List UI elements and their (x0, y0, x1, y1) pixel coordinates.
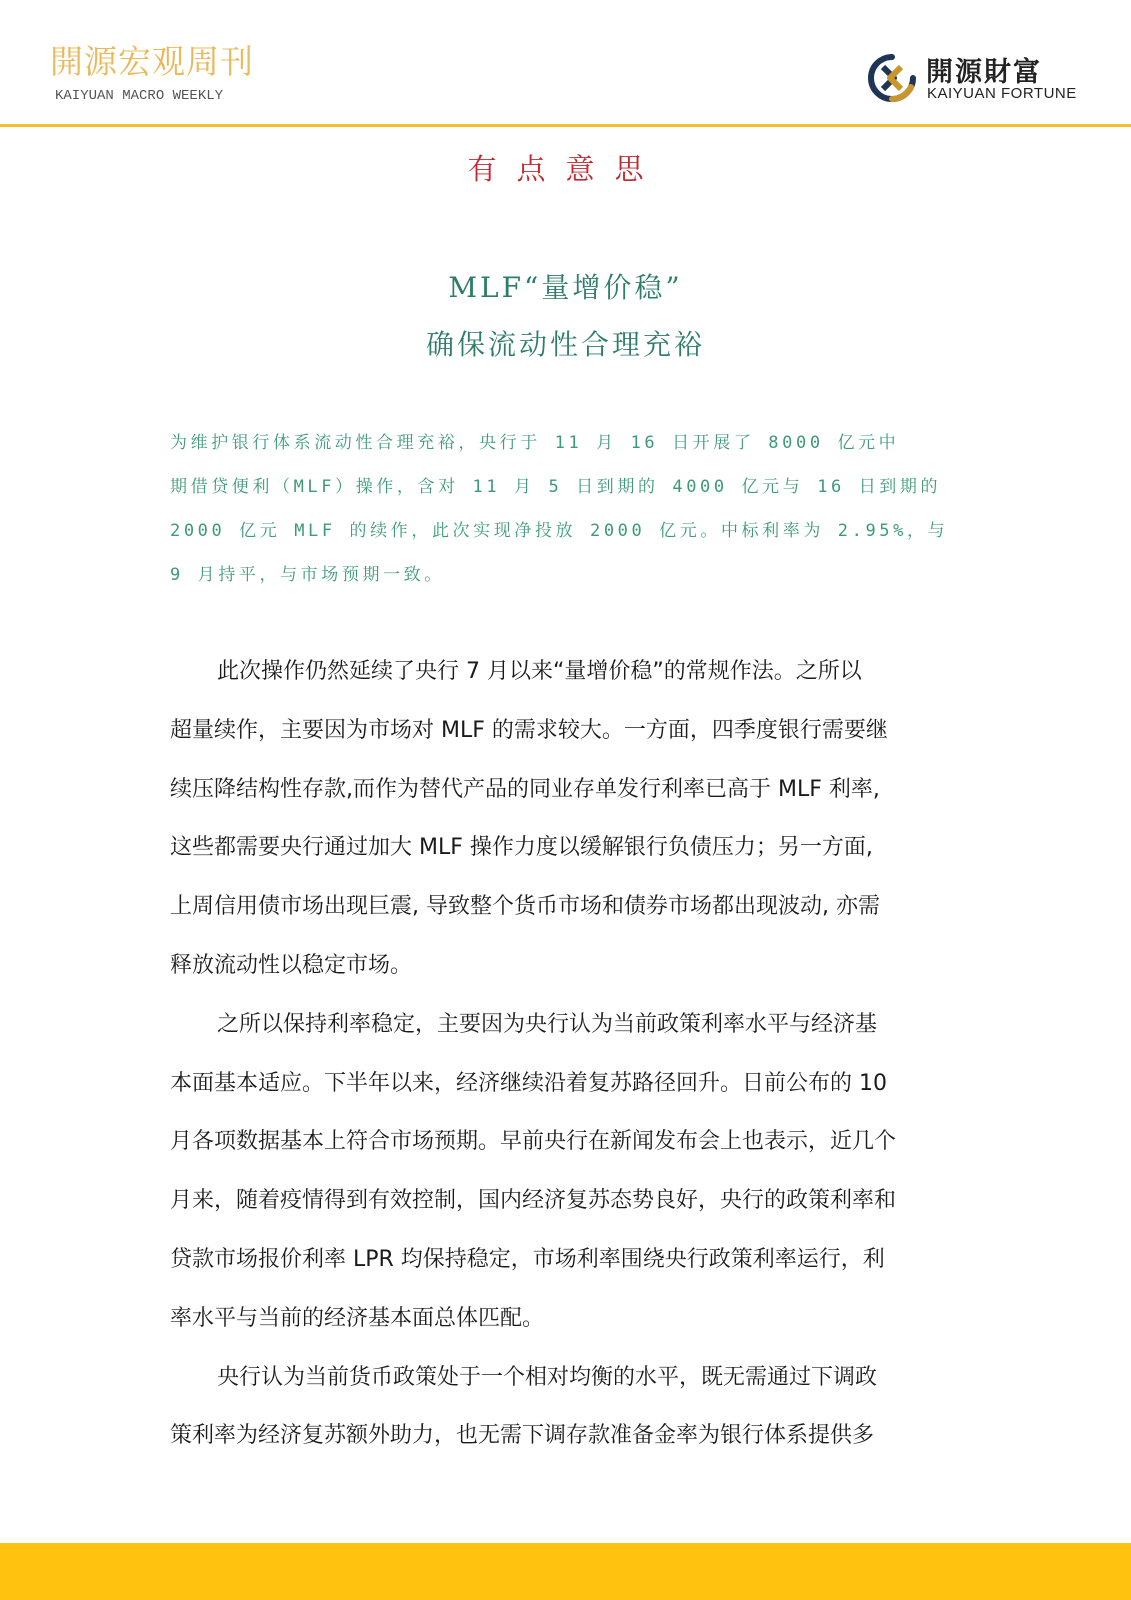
body-line: 月各项数据基本上符合市场预期。早前央行在新闻发布会上也表示，近几个 (170, 1129, 897, 1155)
summary-line: 2000 亿元 MLF 的续作，此次实现净投放 2000 亿元。中标利率为 2.95%，与 (170, 521, 949, 541)
summary-line: 9 月持平，与市场预期一致。 (170, 565, 445, 585)
summary-line: 为维护银行体系流动性合理充裕，央行于 11 月 16 日开展了 8000 亿元中 (170, 433, 900, 453)
summary-line: 期借贷便利（MLF）操作，含对 11 月 5 日到期的 4000 亿元与 16 日到期的 (170, 477, 942, 497)
body-line: 此次操作仍然延续了央行 7 月以来“量增价稳”的常规作法。之所以 (217, 659, 862, 684)
header-divider (0, 124, 1131, 127)
section-label: 有点意思 (467, 152, 664, 186)
body-line: 这些都需要央行通过加大 MLF 操作力度以缓解银行负债压力；另一方面, (170, 835, 873, 861)
article-title-line-1: MLF“量增价稳” (448, 271, 683, 304)
body-line: 续压降结构性存款,而作为替代产品的同业存单发行利率已高于 MLF 利率, (170, 776, 880, 802)
page-header (0, 0, 1131, 126)
body-line: 本面基本适应。下半年以来，经济继续沿着复苏路径回升。日前公布的 10 (170, 1070, 887, 1096)
body-line: 释放流动性以稳定市场。 (170, 952, 413, 978)
publication-subtitle: KAIYUAN MACRO WEEKLY (55, 88, 224, 104)
logo-text-cn: 開源財富 (926, 57, 1042, 88)
article-title-line-2: 确保流动性合理充裕 (425, 328, 705, 361)
body-line: 之所以保持利率稳定，主要因为央行认为当前政策利率水平与经济基 (217, 1011, 878, 1037)
logo-text-en: KAIYUAN FORTUNE (927, 85, 1077, 102)
company-logo (868, 48, 1108, 108)
logo-mark-icon (868, 54, 916, 102)
publication-title: 開源宏观周刊 (50, 42, 254, 81)
body-line: 上周信用债市场出现巨震, 导致整个货币市场和债券市场都出现波动, 亦需 (170, 894, 880, 920)
body-line: 央行认为当前货币政策处于一个相对均衡的水平，既无需通过下调政 (217, 1364, 878, 1390)
article-body (170, 643, 960, 1466)
article-summary (170, 421, 960, 597)
body-line: 率水平与当前的经济基本面总体匹配。 (170, 1305, 545, 1331)
body-line: 贷款市场报价利率 LPR 均保持稳定，市场利率围绕央行政策利率运行，利 (170, 1246, 885, 1272)
footer-bar (0, 1543, 1131, 1600)
body-line: 超量续作，主要因为市场对 MLF 的需求较大。一方面，四季度银行需要继 (170, 717, 888, 743)
body-line: 策利率为经济复苏额外助力，也无需下调存款准备金率为银行体系提供多 (170, 1423, 875, 1449)
body-line: 月来，随着疫情得到有效控制，国内经济复苏态势良好，央行的政策利率和 (170, 1188, 897, 1214)
